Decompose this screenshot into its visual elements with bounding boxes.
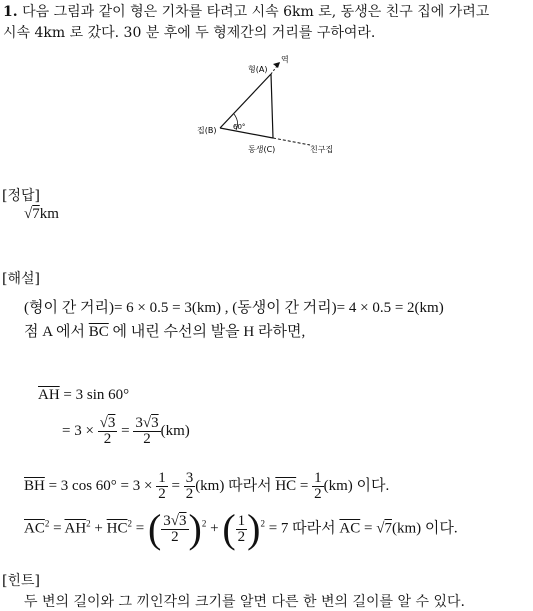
eq-bh: $\overline{BH} = 3$ cos 60° = 3 × $\frac{1}{2}$ = $\frac{3}{2}$ (km) 따라서 $\overline{HC}$ = $\frac{1}{2}$ (km) 이다.: [24, 470, 390, 502]
label-b: 집(B): [197, 126, 217, 135]
eq-ac: $\overline{AC}^2 = \overline{AH}^2 + \overline{HC}^2$ = ( $\frac{3√3}{2}$ )$^2$ + ( $\frac{1}{2}$ )$^2$ = 7 따라서 $\overline{AC} = √7(km)$ 이다.: [24, 506, 458, 551]
frac-3-over-2: $\frac{3}{2}$: [185, 470, 194, 502]
triangle-figure: [180, 50, 350, 160]
segment-ac-2: $\overline{AC}$: [339, 520, 361, 537]
answer-unit: km: [39, 206, 59, 222]
segment-bc: $\overline{BC}$: [88, 324, 109, 340]
frac-3root3-over-2: $\frac{3√3}{2}$: [135, 415, 159, 447]
line-b-to-a: [220, 74, 271, 128]
frac-3root3-over-2-b: $\frac{3√3}{2}$: [163, 512, 187, 545]
segment-ac: $\overline{AC}$: [24, 520, 45, 537]
frac-1-over-2-c: $\frac{1}{2}$: [237, 512, 246, 545]
label-station: 역: [281, 55, 289, 64]
hint-text: 두 변의 길이와 그 끼인각의 크기를 알면 다른 한 변의 길이를 알 수 있다.: [24, 594, 465, 610]
segment-bh: $\overline{BH}$: [24, 477, 45, 494]
answer-header: [정답]: [2, 188, 40, 204]
label-angle: 60°: [233, 123, 246, 131]
answer-value: [24, 206, 59, 223]
answer-radicand: 7: [32, 206, 40, 222]
segment-hc: $\overline{HC}$: [275, 477, 297, 494]
line-a-to-c: [271, 74, 273, 138]
eq-ah-step2: = 3 × $\frac{√3}{2}$ = $\frac{3√3}{2}$ (km): [62, 415, 190, 447]
label-c: 동생(C): [248, 145, 276, 154]
problem-text-line1: 1. 다음 그림과 같이 형은 기차를 타려고 시속 6km 로, 동생은 친구 집에 가려고: [3, 4, 490, 20]
solution-line1: (형이 간 거리)= 6 × 0.5 = 3(km) , (동생이 간 거리)= 4 × 0.5 = 2(km): [24, 300, 444, 316]
segment-ah: $\overline{AH}$: [38, 387, 60, 403]
hint-header: [힌트]: [2, 573, 40, 589]
solution-line2: 점 A 에서 $\overline{BC}$ 에 내린 수선의 발을 H 라하면,: [24, 324, 306, 340]
label-a: 형(A): [248, 65, 268, 74]
segment-hc-2: $\overline{HC}$: [106, 520, 128, 537]
label-friend: 친구집: [310, 145, 334, 154]
problem-text-line2: 시속 4km 로 갔다. 30 분 후에 두 형제간의 거리를 구하여라.: [3, 25, 376, 41]
segment-ah-2: $\overline{AH}$: [64, 520, 87, 537]
sqrt-sign: √: [24, 206, 33, 222]
line-c-to-friend: [273, 138, 310, 145]
eq-ah: $\overline{AH} = 3$ sin 60°: [38, 387, 130, 403]
frac-1-over-2-b: $\frac{1}{2}$: [314, 470, 322, 502]
frac-1-over-2: $\frac{1}{2}$: [158, 470, 166, 502]
problem-number: 1.: [3, 4, 18, 20]
solution-header: [해설]: [2, 271, 40, 287]
frac-root3-over-2: $\frac{√3}{2}$: [99, 415, 116, 447]
line-b-to-c: [220, 128, 273, 138]
